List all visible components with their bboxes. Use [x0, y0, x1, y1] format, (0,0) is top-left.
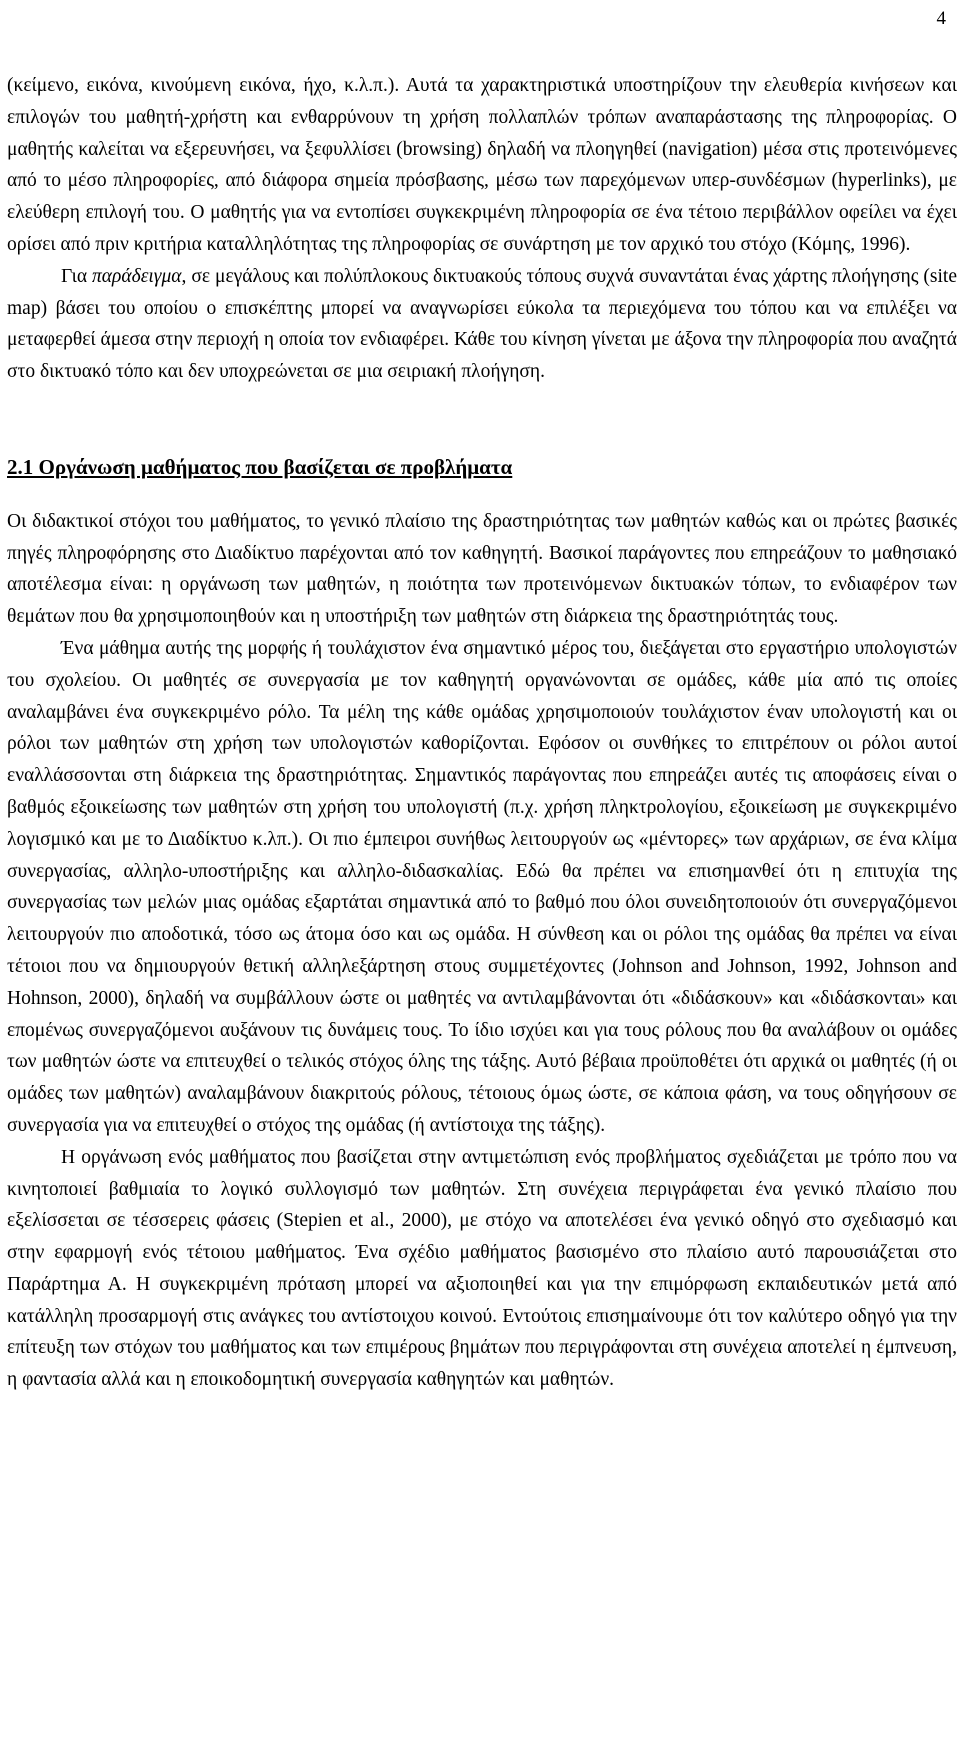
paragraph-example [7, 261, 957, 388]
example-rest: , σε μεγάλους και πολύπλοκους δικτυακούς τόπους συχνά συναντάται ένας χάρτης πλοήγησης (site map) βάσει του οποίου ο επισκέπτης μπορεί να αναγνωρίσει εύκολα τα περιεχόμενα του τόπου και να επιλέξει να μεταφερθεί άμεσα στην περιοχή η οποία τον ενδιαφέρει. Κάθε του κίνηση γίνεται με άξονα την πληροφορία που αναζητά στο δικτυακό τόπο και δεν υποχρεώνεται σε μια σειριακή πλοήγηση. [7, 265, 957, 383]
section-heading [7, 452, 957, 484]
section-heading-text: 2.1 Οργάνωση μαθήματος που βασίζεται σε προβλήματα [7, 454, 513, 479]
paragraph-organization: Η οργάνωση ενός μαθήματος που βασίζεται στην αντιμετώπιση ενός προβλήματος σχεδιάζεται με τρόπο που να κινητοποιεί βαθμιαία το λογικό συλλογισμό των μαθητών. Στη συνέχεια περιγράφεται ένα γενικό πλαίσιο που εξελίσσεται σε τέσσερεις φάσεις (Stepien et al., 2000), με στόχο να αποτελέσει ένα γενικό οδηγό στο σχεδιασμό και στην εφαρμογή ενός τέτοιου μαθήματος. Ένα σχέδιο μαθήματος βασισμένο στο πλαίσιο αυτό παρουσιάζεται στο Παράρτημα Α. Η συγκεκριμένη πρόταση μπορεί να αξιοποιηθεί και για την επιμόρφωση εκπαιδευτικών μετά από κατάλληλη προσαρμογή στις ανάγκες του αντίστοιχου κοινού. Εντούτοις επισημαίνουμε ότι τον καλύτερο οδηγό για την επίτευξη των στόχων του μαθήματος και των επιμέρους βημάτων που περιγράφονται στη συνέχεια αποτελεί η έμπνευση, η φαντασία αλλά και η εποικοδομητική συνεργασία καθηγητών και μαθητών. [7, 1146, 957, 1391]
paragraph-intro: (κείμενο, εικόνα, κινούμενη εικόνα, ήχο, κ.λ.π.). Αυτά τα χαρακτηριστικά υποστηρίζουν την ελευθερία κινήσεων και επιλογών του μαθητή-χρήστη και ενθαρρύνουν τη χρήση πολλαπλών τρόπων αναπαράστασης της πληροφορίας. Ο μαθητής καλείται να εξερευνήσει, να ξεφυλλίσει (browsing) δηλαδή να πλοηγηθεί (navigation) μέσα στις προτεινόμενες από το μέσο πληροφορίες, από διάφορα σημεία πρόσβασης, μέσω των παρεχόμενων υπερ-συνδέσμων (hyperlinks), με ελεύθερη επιλογή του. Ο μαθητής για να εντοπίσει συγκεκριμένη πληροφορία σε ένα τέτοιο περιβάλλον οφείλει να έχει ορίσει από πριν κριτήρια καταλληλότητας της πληροφορίας σε συνάρτηση με τον αρχικό του στόχο (Κόμης, 1996). [7, 75, 957, 255]
paragraph-lab: Ένα μάθημα αυτής της μορφής ή τουλάχιστον ένα σημαντικό μέρος του, διεξάγεται στο εργαστήριο υπολογιστών του σχολείου. Οι μαθητές σε συνεργασία με τον καθηγητή οργανώνονται σε ομάδες, κάθε μία από τις οποίες αναλαμβάνει ένα συγκεκριμένο ρόλο. Τα μέλη της κάθε ομάδας χρησιμοποιούν τουλάχιστον έναν υπολογιστή και οι ρόλοι των μαθητών στη χρήση των υπολογιστών καθορίζονται. Εφόσον οι συνθήκες το επιτρέπουν οι ρόλοι αυτοί εναλλάσσονται στη διάρκεια της δραστηριότητας. Σημαντικός παράγοντας που επηρεάζει αυτές τις αποφάσεις είναι ο βαθμός εξοικείωσης των μαθητών στη χρήση του υπολογιστή (π.χ. χρήση πληκτρολογίου, εξοικείωση με συγκεκριμένο λογισμικό και με το Διαδίκτυο κ.λπ.). Οι πιο έμπειροι συνήθως λειτουργούν ως «μέντορες» των αρχάριων, σε ένα κλίμα συνεργασίας, αλληλο-υποστήριξης και αλληλο-διδασκαλίας. Εδώ θα πρέπει να επισημανθεί ότι η επιτυχία της συνεργασίας των μελών μιας ομάδας εξαρτάται σημαντικά από το βαθμό που όλοι συνειδητοποιούν ότι συνεργαζόμενοι λειτουργούν πιο αποδοτικά, τόσο ως άτομα όσο και ως ομάδα. Η σύνθεση και οι ρόλοι της ομάδας θα πρέπει να είναι τέτοιοι που να δημιουργούν θετική αλληλεξάρτηση στους συμμετέχοντες (Johnson and Johnson, 1992, Johnson and Hohnson, 2000), δηλαδή να συμβάλλουν ώστε οι μαθητές να αντιλαμβάνονται ότι «διδάσκουν» και «διδάσκονται» και επομένως συνεργαζόμενοι αυξάνουν τις δυνάμεις τους. Το ίδιο ισχύει και για τους ρόλους που θα αναλάβουν οι ομάδες των μαθητών ώστε να επιτευχθεί ο τελικός στόχος όλης της τάξης. Αυτό βέβαια προϋποθέτει ότι αρχικά οι μαθητές (ή οι ομάδες των μαθητών) αναλαμβάνουν διακριτούς ρόλους, τέτοιους όμως ώστε, σε κάποια φάση, να τους οδηγήσουν σε συνεργασία για να επιτευχθεί ο στόχος της ομάδας (ή αντίστοιχα της τάξης). [7, 637, 957, 1136]
example-emphasis: παράδειγμα [92, 265, 182, 287]
example-lead: Για [61, 265, 93, 287]
page-number: 4 [936, 8, 946, 29]
document-body [7, 70, 957, 1396]
paragraph-goals: Οι διδακτικοί στόχοι του μαθήματος, το γενικό πλαίσιο της δραστηριότητας των μαθητών καθώς και οι πρώτες βασικές πηγές πληροφόρησης στο Διαδίκτυο παρέχονται από τον καθηγητή. Βασικοί παράγοντες που επηρεάζουν το μαθησιακό αποτέλεσμα είναι: η οργάνωση των μαθητών, η ποιότητα των προτεινόμενων δικτυακών τόπων, το ενδιαφέρον των θεμάτων που θα χρησιμοποιηθούν και η υποστήριξη των μαθητών στη διάρκεια της δραστηριότητάς τους. [7, 510, 957, 628]
